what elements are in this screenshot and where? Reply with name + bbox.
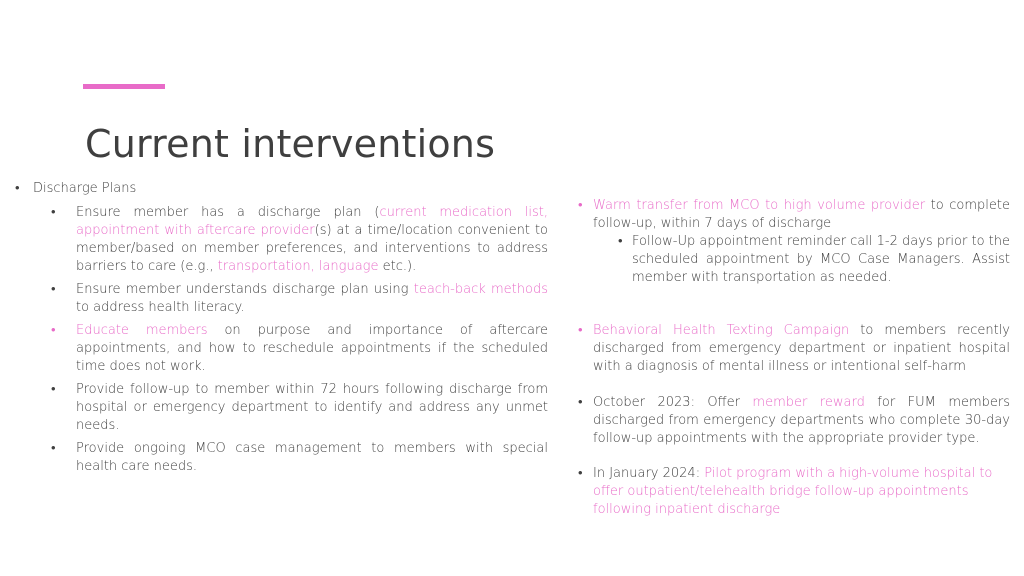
- highlighted-text: teach-back methods: [413, 282, 548, 297]
- bullet-icon: •: [578, 395, 583, 410]
- bullet-icon: •: [578, 466, 583, 481]
- list-item: Educate members on purpose and importance of aftercare appointments, and how to reschedule appointments if the scheduled time does not work.: [76, 323, 549, 374]
- list-item: October 2023: Offer member reward for FUM members discharged from emergency departments who complete 30-day follow-up appointments with the appropriate provider type.: [593, 395, 1011, 446]
- bullet-icon: •: [618, 234, 623, 249]
- bullet-icon: •: [51, 205, 56, 220]
- list-item: Provide follow-up to member within 72 hours following discharge from hospital or emergency department to identify and address any unmet needs.: [76, 382, 548, 433]
- discharge-plans-heading: Discharge Plans: [33, 181, 137, 196]
- bullet-icon: •: [51, 282, 56, 297]
- bullet-icon: •: [578, 198, 583, 213]
- list-item: Ensure member has a discharge plan (current medication list, appointment with aftercare provider(s) at a time/location convenient to member/based on member preferences, and interventions to address barriers to care (e.g., transportation, language etc.).: [76, 205, 548, 274]
- highlighted-text: transportation, language: [217, 259, 379, 274]
- highlighted-text: member reward: [752, 395, 865, 410]
- page-title: Current interventions: [85, 122, 496, 166]
- list-item: Ensure member understands discharge plan using teach-back methods to address health literacy.: [76, 282, 548, 315]
- bullet-icon: •: [578, 323, 583, 338]
- list-item: Behavioral Health Texting Campaign to members recently discharged from emergency department or inpatient hospital with a diagnosis of mental illness or intentional self-harm: [593, 323, 1010, 374]
- bullet-icon: •: [15, 181, 20, 196]
- list-item: Warm transfer from MCO to high volume provider to complete follow-up, within 7 days of discharge: [593, 198, 1010, 231]
- bullet-icon: •: [51, 323, 56, 338]
- highlighted-text: current medication list, appointment with aftercare provider: [76, 205, 548, 238]
- list-item: Provide ongoing MCO case management to members with special health care needs.: [76, 441, 548, 474]
- list-item: In January 2024: Pilot program with a high-volume hospital to offer outpatient/telehealth bridge follow-up appointments following inpatient discharge: [593, 466, 993, 517]
- sub-list-item: Follow-Up appointment reminder call 1-2 days prior to the scheduled appointment by MCO Case Managers. Assist member with transportation as needed.: [632, 234, 1010, 285]
- bullet-icon: •: [51, 382, 56, 397]
- highlighted-text: Warm transfer from MCO to high volume provider: [593, 198, 926, 213]
- highlighted-text: Behavioral Health Texting Campaign: [593, 323, 850, 338]
- highlighted-text: Educate members: [76, 323, 208, 338]
- bullet-icon: •: [51, 441, 56, 456]
- highlighted-text: Pilot program with a high-volume hospital to offer outpatient/telehealth bridge follow-up appointments following inpatient discharge: [593, 466, 993, 517]
- title-accent-bar: [83, 84, 165, 89]
